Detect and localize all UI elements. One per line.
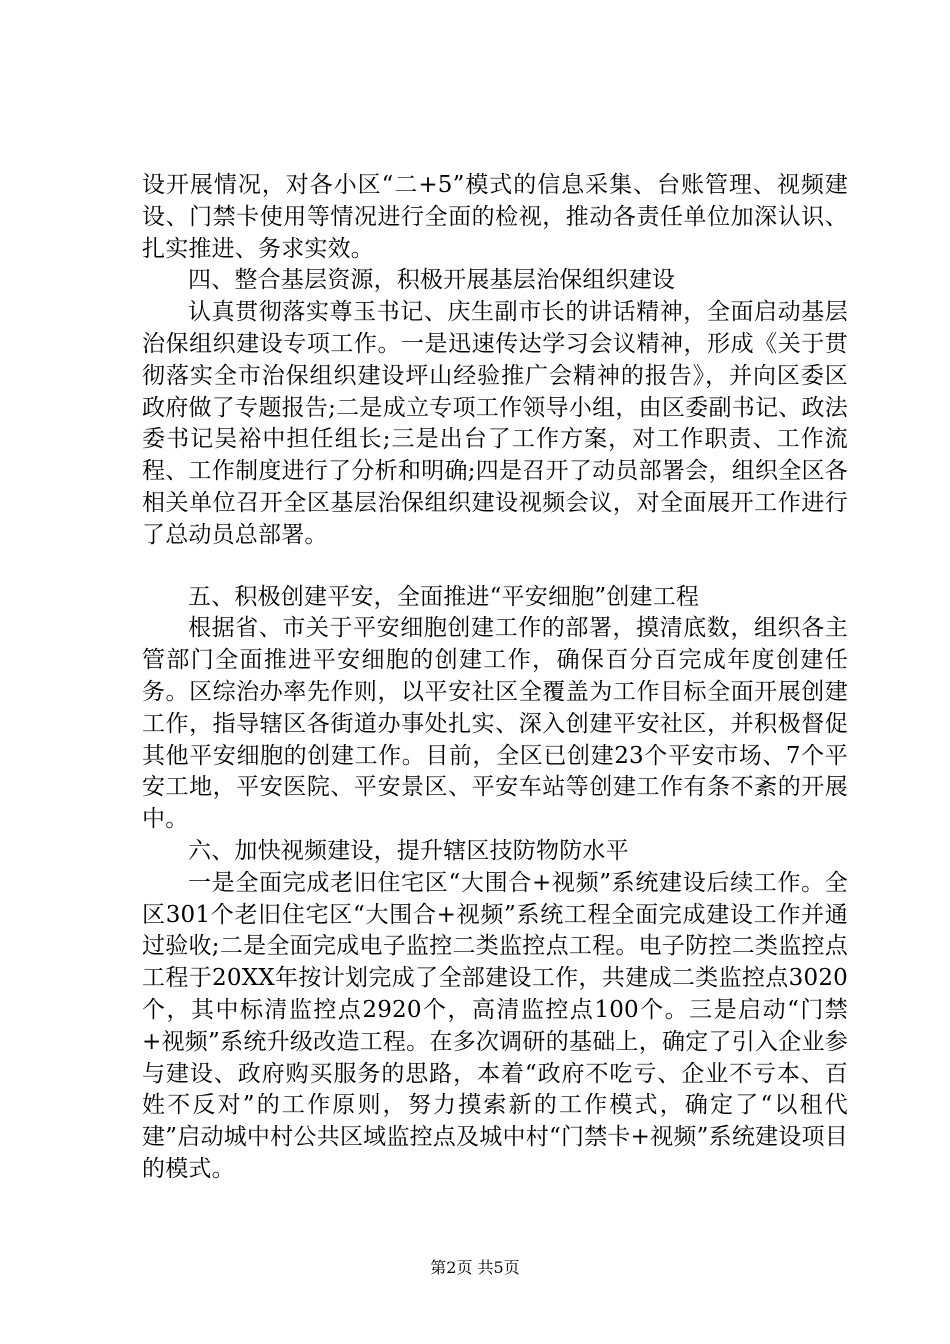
document-body (142, 170, 848, 1186)
section-4-body: 认真贯彻落实尊玉书记、庆生副市长的讲话精神，全面启动基层治保组织建设专项工作。一是迅速传达学习会议精神，形成《关于贯彻落实全市治保组织建设坪山经验推广会精神的报告》，并向区委区政府做了专题报告;二是成立专项工作领导小组，由区委副书记、政法委书记吴裕中担任组长;三是出台了工作方案，对工作职责、工作流程、工作制度进行了分析和明确;四是召开了动员部署会，组织全区各相关单位召开全区基层治保组织建设视频会议，对全面展开工作进行了总动员总部署。 (142, 299, 848, 548)
section-heading-4: 四、整合基层资源，积极开展基层治保组织建设 (188, 267, 676, 294)
paragraph-gap (142, 552, 848, 582)
section-5-body: 根据省、市关于平安细胞创建工作的部署，摸清底数，组织各主管部门全面推进平安细胞的创建工作，确保百分百完成年度创建任务。区综治办率先作则，以平安社区全覆盖为工作目标全面开展创建工作，指导辖区各街道办事处扎实、深入创建平安社区，并积极督促其他平安细胞的创建工作。目前，全区已创建23个平安市场、7个平安工地，平安医院、平安景区、平安车站等创建工作有条不紊的开展中。 (142, 615, 848, 833)
section-heading-6: 六、加快视频建设，提升辖区技防物防水平 (188, 837, 629, 864)
page-number-footer: 第2页 共5页 (430, 1258, 520, 1277)
section-heading-5: 五、积极创建平安，全面推进“平安细胞”创建工程 (188, 583, 700, 610)
section-6-body: 一是全面完成老旧住宅区“大围合+视频”系统建设后续工作。全区301个老旧住宅区“大围合+视频”系统工程全面完成建设工作并通过验收;二是全面完成电子监控二类监控点工程。电子防控二类监控点工程于20XX年按计划完成了全部建设工作，共建成二类监控点3020个，其中标清监控点2920个，高清监控点100个。三是启动“门禁+视频”系统升级改造工程。在多次调研的基础上，确定了引入企业参与建设、政府购买服务的思路，本着“政府不吃亏、企业不亏本、百姓不反对”的工作原则，努力摸索新的工作模式，确定了“以租代建”启动城中村公共区域监控点及城中村“门禁卡+视频”系统建设项目的模式。 (142, 869, 848, 1182)
paragraph-continuation: 设开展情况，对各小区“二+5”模式的信息采集、台账管理、视频建设、门禁卡使用等情况进行全面的检视，推动各责任单位加深认识、扎实推进、务求实效。 (142, 172, 848, 262)
